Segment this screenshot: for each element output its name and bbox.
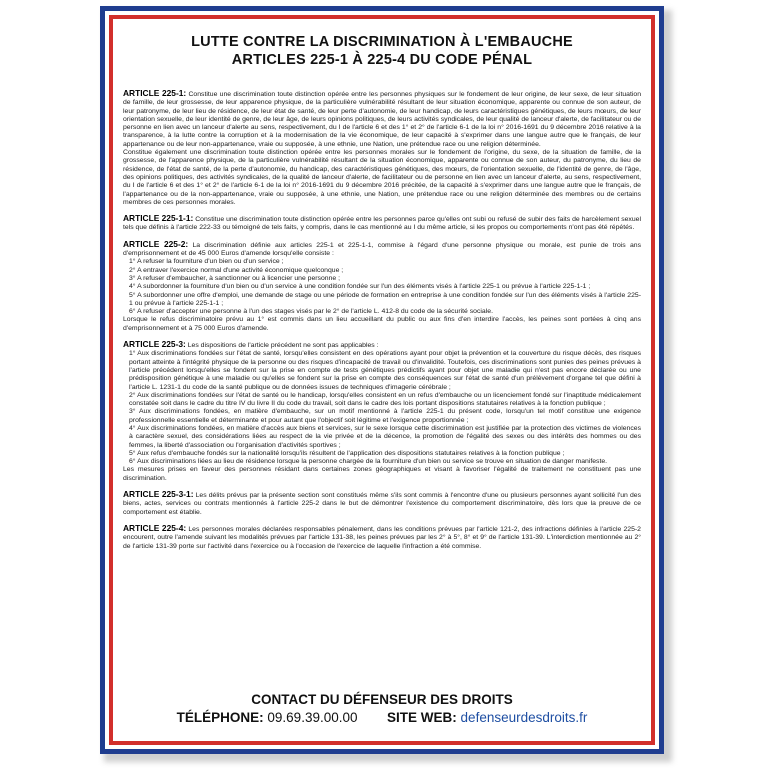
article-paragraph xyxy=(123,524,641,551)
article-block xyxy=(123,340,641,483)
article-block xyxy=(123,214,641,233)
article-list-item: 1° A refuser la fourniture d'un bien ou d'un service ; xyxy=(129,258,284,266)
title-line-1: LUTTE CONTRE LA DISCRIMINATION À L'EMBAUCHE xyxy=(191,34,573,50)
article-text: Constitue une discrimination toute distinction opérée entre les personnes physiques sur le fondement de leur origine, de leur sexe, de leur situation de famille, de leur grossesse, de leur apparence physique, de la particulière vulnérabilité résultant de leur situation économique, apparente ou connue de son auteur, de leur patronyme, de leur lieu de résidence, de leur état de santé, de leur perte d'autonomie, de leur handicap, de leurs caractéristiques génétiques, de leurs mœurs, de leur orientation sexuelle, de leur identité de genre, de leur âge, de leurs opinions politiques, de leurs activités syndicales, de leur qualité de lanceur d'alerte, de facilitateur ou de personne en lien avec un lanceur d'alerte au sens, respectivement, du I de l'article 6 et des 1° et 2° de l'article 6-1 de la loi n° 2016-1691 du 9 décembre 2016 relative à la transparence, à la lutte contre la corruption et à la modernisation de la vie économique, de leur capacité à s'exprimer dans une langue autre que le français, de leur appartenance ou de leur non-appartenance, vraie ou supposée, à une ethnie, une Nation, une prétendue race ou une religion déterminée. xyxy=(123,91,642,148)
article-paragraph xyxy=(123,490,641,517)
article-closing-paragraph: Lorsque le refus discriminatoire prévu au 1° est commis dans un lieu accueillant du public ou aux fins d'en interdire l'accès, les peines sont portées à cinq ans d'emprisonnement et à 75 000 Euros d'amende. xyxy=(123,316,641,332)
phone-number: 09.69.39.00.00 xyxy=(267,710,358,725)
article-paragraph xyxy=(123,89,641,149)
poster-inner-frame xyxy=(109,15,655,745)
article-paragraph xyxy=(123,214,641,233)
article-label: ARTICLE 225-1-1: xyxy=(123,213,194,224)
article-list-item: 5° A subordonner une offre d'emploi, une demande de stage ou une période de formation en entreprise à une condition fondée sur l'un des éléments visés à l'article 225-1 ou prévue à l'article 225-1-1 ; xyxy=(129,291,641,307)
article-block xyxy=(123,524,641,551)
website-link[interactable]: defenseurdesdroits.fr xyxy=(460,710,588,725)
phone-label: TÉLÉPHONE: xyxy=(176,710,264,725)
article-list-item: 2° Aux discriminations fondées sur l'état de santé ou le handicap, lorsqu'elles consistent en un refus d'embauche ou un licenciement fondé sur l'inaptitude médicalement constatée soit dans le cadre du titre IV du livre II du code du travail, soit dans le cadre des lois portant dispositions statutaires relatives à la fonction publique ; xyxy=(129,391,641,408)
article-text: La discrimination définie aux articles 225-1 et 225-1-1, commise à l'égard d'une personne physique ou morale, est punie de trois ans d'emprisonnement et de 45 000 Euros d'amende lorsqu'elle consiste : xyxy=(123,241,642,258)
article-paragraph xyxy=(123,149,641,207)
article-list-item: 3° A refuser d'embaucher, à sanctionner ou à licencier une personne ; xyxy=(129,274,341,282)
article-list-item: 1° Aux discriminations fondées sur l'état de santé, lorsqu'elles consistent en des opérations ayant pour objet la prévention et la couverture du risque décès, des risques portant atteinte à l'intégrité physique de la personne ou des risques d'incapacité de travail ou d'invalidité. Toutefois, ces discriminations sont punies des peines prévues à l'article précédent lorsqu'elles se fondent sur la prise en compte de tests génétiques prédictifs ayant pour objet une maladie qui n'est pas encore déclarée ou une prédisposition génétique à une maladie ou qu'elles se fondent sur la prise en compte des conséquences sur l'état de santé d'un prélèvement d'organe tel que défini à l'article L. 1231-1 du code de la santé publique ou de données issues de techniques d'imagerie cérébrale ; xyxy=(129,350,641,391)
article-label: ARTICLE 225-3: xyxy=(123,339,186,350)
article-label: ARTICLE 225-3-1: xyxy=(123,489,194,500)
article-list-item: 6° Aux discriminations liées au lieu de résidence lorsque la personne chargée de la fourniture d'un bien ou service se trouve en situation de danger manifeste. xyxy=(129,458,608,466)
contact-line xyxy=(113,709,651,727)
article-text: Les personnes morales déclarées responsables pénalement, dans les conditions prévues par l'article 121-2, des infractions définies à l'article 225-2 encourent, outre l'amende suivant les modalités prévues par l'article 131-38, les peines prévues par les 2° à 5°, 8° et 9° de l'article 131-39. L'interdiction mentionnée au 2° de l'article 131-39 porte sur l'activité dans l'exercice ou à l'occasion de l'exercice de laquelle l'infraction a été commise. xyxy=(123,525,641,550)
title-line-2: ARTICLES 225-1 À 225-4 DU CODE PÉNAL xyxy=(231,52,533,68)
article-text: Les dispositions de l'article précédent ne sont pas applicables : xyxy=(187,342,379,350)
article-label: ARTICLE 225-2: xyxy=(123,238,189,249)
article-paragraph xyxy=(123,340,641,350)
article-list-item: 6° A refuser d'accepter une personne à l'un des stages visés par le 2° de l'article L. 412-8 du code de la sécurité sociale. xyxy=(129,308,493,316)
poster xyxy=(100,6,664,754)
article-list-item: 5° Aux refus d'embauche fondés sur la nationalité lorsqu'ils résultent de l'application des dispositions statutaires relatives à la fonction publique ; xyxy=(129,449,565,457)
article-block xyxy=(123,490,641,517)
article-closing-paragraph: Les mesures prises en faveur des personnes résidant dans certaines zones géographiques et visant à favoriser l'égalité de traitement ne constituent pas une discrimination. xyxy=(123,466,641,482)
article-text: Les délits prévus par la présente section sont constitués même s'ils sont commis à l'encontre d'une ou plusieurs personnes ayant sollicité l'un des biens, actes, services ou contrats mentionnés à l'article 225-2 dans le but de démontrer l'existence du comportement discriminatoire, dès lors que la preuve de ce comportement est établie. xyxy=(123,492,642,516)
article-paragraph xyxy=(123,240,641,259)
article-list-item: 2° A entraver l'exercice normal d'une activité économique quelconque ; xyxy=(129,266,344,274)
web-label: SITE WEB: xyxy=(387,710,457,725)
article-list-item: 3° Aux discriminations fondées, en matière d'embauche, sur un motif mentionné à l'article 225-1 du présent code, lorsqu'un tel motif constitue une exigence professionnelle essentielle et déterminante et pour autant que l'objectif soit légitime et l'exigence proportionnée ; xyxy=(129,408,641,424)
article-label: ARTICLE 225-4: xyxy=(123,522,187,533)
footer xyxy=(113,691,651,727)
article-label: ARTICLE 225-1: xyxy=(123,88,187,98)
article-text: Constitue également une discrimination toute distinction opérée entre les personnes morales sur le fondement de l'origine, du sexe, de la situation de famille, de la grossesse, de l'apparence physique, de la particulière vulnérabilité résultant de la situation économique, apparente ou connue de son auteur, du patronyme, du lieu de résidence, de l'état de santé, de la perte d'autonomie, du handicap, des caractéristiques génétiques, des mœurs, de l'orientation sexuelle, de l'identité de genre, de l'âge, des opinions politiques, des activités syndicales, de la qualité de lanceur d'alerte, de facilitateur ou de personne en lien avec un lanceur d'alerte, au sens, respectivement, du I de l'article 6 et des 1° et 2° de l'article 6-1 de la loi n° 2016-1691 du 9 décembre 2016 précitée, de la capacité à s'exprimer dans une langue autre que le français, de l'appartenance ou de la non-appartenance, vraie ou supposée, à une ethnie, une Nation, une prétendue race ou une religion déterminée des membres ou de certains membres de ces personnes morales. xyxy=(123,149,641,206)
article-list-item: 4° A subordonner la fourniture d'un bien ou d'un service à une condition fondée sur l'un des éléments visés à l'article 225-1 ou prévue à l'article 225-1-1 ; xyxy=(129,283,591,291)
article-list-item: 4° Aux discriminations fondées, en matière d'accès aux biens et services, sur le sexe lorsque cette discrimination est justifiée par la protection des victimes de violences à caractère sexuel, des considérations liées au respect de la vie privée et de la décence, la promotion de l'égalité des sexes ou des intérêts des hommes ou des femmes, la liberté d'association ou l'organisation d'activités sportives ; xyxy=(129,424,641,449)
page-title xyxy=(113,33,651,69)
articles-body xyxy=(123,89,641,558)
article-text: Constitue une discrimination toute distinction opérée entre les personnes parce qu'elles ont subi ou refusé de subir des faits de harcèlement sexuel tels que définis à l'article 222-33 ou témoigné de tels faits, y compris, dans le cas mentionné au I du même article, si les propos ou comportements n'ont pas été répétés. xyxy=(123,216,641,232)
contact-heading: CONTACT DU DÉFENSEUR DES DROITS xyxy=(251,692,513,707)
article-block xyxy=(123,89,641,207)
article-block xyxy=(123,240,641,333)
